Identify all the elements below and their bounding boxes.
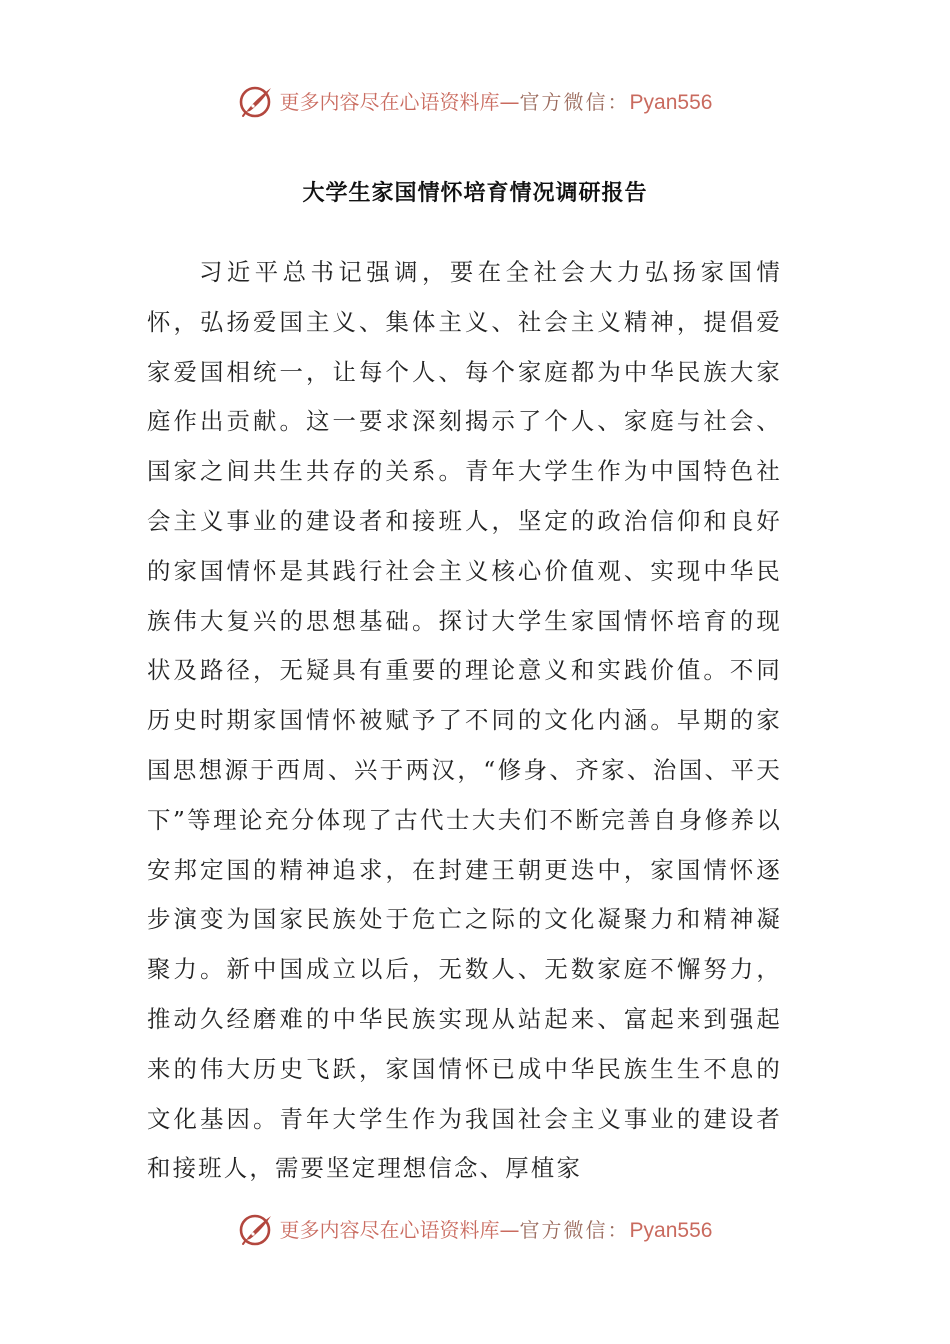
body-paragraph: 习近平总书记强调，要在全社会大力弘扬家国情怀，弘扬爱国主义、集体主义、社会主义精神，提倡爱家爱国相统一，让每个人、每个家庭都为中华民族大家庭作出贡献。这一要求深刻揭示了个人、家庭与社会、国家之间共生共存的关系。青年大学生作为中国特色社会主义事业的建设者和接班人，坚定的政治信仰和良好的家国情怀是其践行社会主义核心价值观、实现中华民族伟大复兴的思想基础。探讨大学生家国情怀培育的现状及路径，无疑具有重要的理论意义和实践价值。不同历史时期家国情怀被赋予了不同的文化内涵。早期的家国思想源于西周、兴于两汉，“修身、齐家、治国、平天下”等理论充分体现了古代士大夫们不断完善自身修养以安邦定国的精神追求，在封建王朝更迭中，家国情怀逐步演变为国家民族处于危亡之际的文化凝聚力和精神凝聚力。新中国成立以后，无数人、无数家庭不懈努力，推动久经磨难的中华民族实现从站起来、富起来到强起来的伟大历史飞跃，家国情怀已成中华民族生生不息的文化基因。青年大学生作为我国社会主义事业的建设者和接班人，需要坚定理想信念、厚植家 bbox=[147, 258, 782, 1183]
banner-wechat-label: 官方微信： bbox=[519, 1217, 630, 1242]
banner-text bbox=[279, 1217, 713, 1242]
banner-site-name: 更多内容尽在心语资料库 bbox=[279, 89, 500, 114]
banner-wechat-label: 官方微信： bbox=[519, 89, 630, 114]
quill-pen-logo-icon bbox=[238, 84, 274, 120]
banner-text bbox=[279, 89, 713, 114]
header-banner bbox=[0, 80, 950, 124]
footer-banner bbox=[0, 1208, 950, 1252]
banner-wechat-id: Pyan556 bbox=[629, 1218, 713, 1242]
banner-dash: — bbox=[499, 1217, 520, 1242]
banner-wechat-id: Pyan556 bbox=[629, 90, 713, 114]
banner-dash: — bbox=[499, 89, 520, 114]
quill-pen-logo-icon bbox=[238, 1212, 274, 1248]
document-title: 大学生家国情怀培育情况调研报告 bbox=[302, 181, 648, 206]
banner-site-name: 更多内容尽在心语资料库 bbox=[279, 1217, 500, 1242]
